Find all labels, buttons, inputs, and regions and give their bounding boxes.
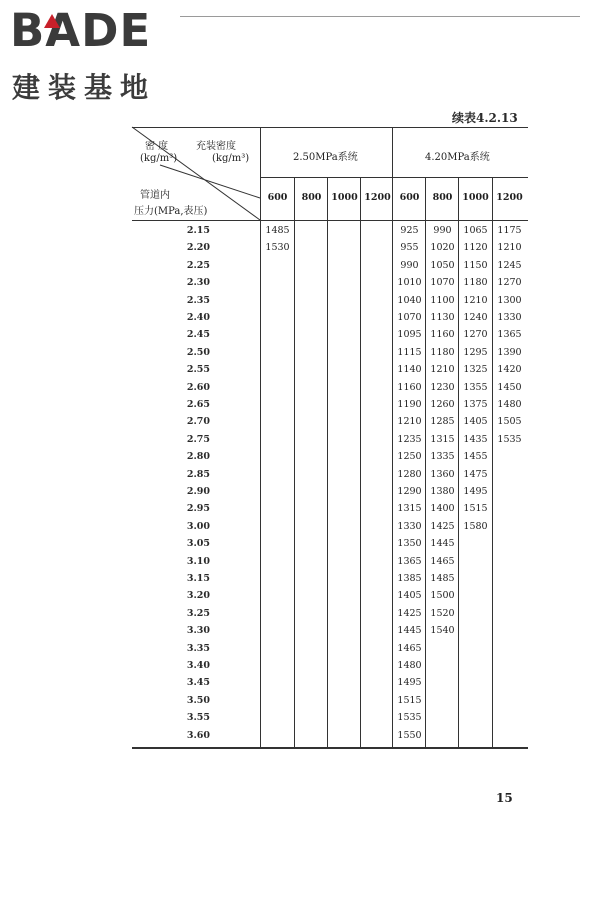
- table-cell: 1425: [397, 607, 422, 619]
- fill-density-unit: (kg/m³): [212, 153, 250, 164]
- table-cell: 1425: [430, 520, 455, 532]
- pressure-label-line2: 压力(MPa,表压): [134, 206, 208, 217]
- pressure-value: 2.50: [186, 346, 210, 358]
- pressure-value: 2.45: [186, 329, 210, 341]
- table-cell: 1180: [430, 346, 455, 358]
- table-cell: 990: [433, 225, 452, 236]
- logo-subtitle: 建装基地: [12, 71, 157, 104]
- pressure-value: 2.75: [186, 433, 210, 445]
- pressure-value: 2.35: [186, 294, 210, 306]
- pressure-value: 2.85: [186, 468, 210, 480]
- table-cell: 1455: [463, 451, 488, 463]
- table-cell: 1120: [463, 242, 488, 254]
- table-cell: 1330: [397, 520, 422, 532]
- pressure-value: 3.45: [186, 677, 210, 689]
- table-cell: 955: [400, 242, 419, 254]
- table-cell: 1245: [497, 259, 522, 271]
- table-cell: 1420: [497, 364, 522, 376]
- table-cell: 1480: [397, 660, 422, 671]
- table-title: 续表4.2.13: [452, 111, 518, 125]
- table-cell: 1315: [397, 503, 422, 515]
- table-cell: 1250: [397, 451, 422, 463]
- table-cell: 1270: [497, 277, 522, 289]
- table-cell: 1365: [397, 555, 422, 567]
- table-cell: 1330: [497, 312, 522, 323]
- table-cell: 1485: [265, 225, 290, 236]
- table-cell: 1285: [430, 416, 455, 428]
- pressure-value: 3.35: [186, 642, 210, 654]
- table-cell: 1405: [397, 590, 422, 602]
- table-cell: 1235: [397, 433, 422, 445]
- page-number: 15: [496, 791, 513, 805]
- table-cell: 1500: [430, 590, 455, 602]
- table-cell: 1280: [397, 468, 422, 480]
- table-cell: 1300: [497, 294, 522, 306]
- table-cell: 1070: [430, 277, 455, 289]
- pressure-value: 2.20: [186, 242, 210, 254]
- pressure-value: 3.55: [186, 712, 210, 724]
- table-cell: 1390: [497, 346, 522, 358]
- table-cell: 1360: [430, 468, 455, 480]
- table-cell: 1180: [463, 277, 488, 289]
- table-cell: 1260: [430, 399, 455, 410]
- pressure-value: 2.40: [186, 312, 210, 323]
- pressure-value: 3.30: [186, 625, 210, 637]
- table-cell: 1445: [397, 625, 422, 637]
- table-cell: 1210: [397, 416, 422, 428]
- table-cell: 1095: [397, 329, 422, 341]
- pressure-value: 3.05: [186, 538, 210, 550]
- table-cell: 1375: [463, 399, 488, 410]
- table-cell: 1325: [463, 364, 488, 376]
- table-cell: 1100: [430, 294, 455, 306]
- sub-column-header: 1000: [331, 192, 358, 203]
- pressure-value: 2.30: [186, 277, 210, 289]
- sub-column-header: 1000: [462, 192, 489, 203]
- pressure-value: 2.25: [186, 259, 210, 271]
- table-cell: 1485: [430, 573, 455, 584]
- table-cell: 1150: [463, 259, 488, 271]
- table-cell: 1315: [430, 433, 455, 445]
- table-cell: 1550: [397, 729, 422, 741]
- table-cell: 1230: [430, 381, 455, 393]
- sub-column-header: 1200: [496, 192, 523, 203]
- table-cell: 1140: [397, 364, 422, 376]
- pressure-value: 2.65: [186, 399, 210, 410]
- table-cell: 1295: [463, 346, 488, 358]
- table-cell: 1380: [430, 486, 455, 497]
- table-cell: 1465: [397, 642, 422, 654]
- system2-header: 4.20MPa系统: [425, 152, 490, 163]
- table-cell: 1520: [430, 607, 455, 619]
- table-cell: 1465: [430, 555, 455, 567]
- table-cell: 1130: [430, 312, 455, 323]
- pressure-value: 3.50: [186, 694, 210, 706]
- table-cell: 1020: [430, 242, 455, 254]
- table-cell: 1480: [497, 399, 522, 410]
- table-cell: 1530: [265, 242, 290, 254]
- table-cell: 1210: [463, 294, 488, 306]
- table-cell: 1495: [397, 677, 422, 689]
- table-cell: 1115: [397, 346, 422, 358]
- sub-column-header: 800: [432, 192, 453, 203]
- sub-column-header: 600: [399, 192, 420, 203]
- sub-column-header: 600: [267, 192, 288, 203]
- table-cell: 1385: [397, 573, 422, 584]
- table-cell: 1350: [397, 538, 422, 550]
- sub-column-header: 800: [301, 192, 322, 203]
- table-cell: 1445: [430, 538, 455, 550]
- pressure-value: 2.15: [186, 225, 210, 236]
- table-cell: 1495: [463, 486, 488, 497]
- table-cell: 1210: [497, 242, 522, 254]
- table-cell: 1240: [463, 312, 488, 323]
- pressure-value: 3.10: [186, 555, 210, 567]
- pressure-value: 2.90: [186, 486, 210, 497]
- density-unit: (kg/m³): [140, 153, 178, 164]
- table-cell: 1505: [497, 416, 522, 428]
- pressure-value: 3.40: [186, 660, 210, 671]
- table-cell: 925: [400, 225, 419, 236]
- table-cell: 1580: [463, 520, 488, 532]
- table-cell: 1435: [463, 433, 488, 445]
- table-cell: 1335: [430, 451, 455, 463]
- table-cell: 1210: [430, 364, 455, 376]
- pressure-value: 2.55: [186, 364, 210, 376]
- table-cell: 1355: [463, 381, 488, 393]
- table-cell: 990: [400, 259, 419, 271]
- table-cell: 1515: [397, 694, 422, 706]
- table-cell: 1405: [463, 416, 488, 428]
- pressure-value: 2.80: [186, 451, 210, 463]
- table-cell: 1175: [497, 225, 522, 236]
- table-cell: 1450: [497, 381, 522, 393]
- table-cell: 1050: [430, 259, 455, 271]
- table-cell: 1365: [497, 329, 522, 341]
- table-cell: 1190: [397, 399, 422, 410]
- pressure-value: 2.95: [186, 503, 210, 515]
- table-cell: 1040: [397, 294, 422, 306]
- system1-header: 2.50MPa系统: [293, 152, 358, 163]
- pressure-value: 3.00: [186, 520, 210, 532]
- pressure-value: 3.60: [186, 729, 210, 741]
- table-cell: 1400: [430, 503, 455, 515]
- table-cell: 1290: [397, 486, 422, 497]
- table-cell: 1010: [397, 277, 422, 289]
- sub-column-header: 1200: [364, 192, 391, 203]
- logo-brand: BADE: [10, 4, 152, 57]
- fill-density-label: 充装密度: [196, 141, 236, 152]
- table-cell: 1160: [397, 381, 422, 393]
- table-cell: 1515: [463, 503, 488, 515]
- pressure-label-line1: 管道内: [140, 190, 170, 201]
- table-cell: 1535: [397, 712, 422, 724]
- table-cell: 1160: [430, 329, 455, 341]
- density-label: 密 度: [145, 141, 169, 152]
- table-cell: 1535: [497, 433, 522, 445]
- pressure-value: 3.15: [186, 573, 210, 584]
- pressure-value: 3.20: [186, 590, 210, 602]
- table-cell: 1475: [463, 468, 488, 480]
- pressure-value: 2.60: [186, 381, 210, 393]
- pressure-value: 3.25: [186, 607, 210, 619]
- table-cell: 1070: [397, 312, 422, 323]
- table-cell: 1540: [430, 625, 455, 637]
- table-cell: 1065: [463, 225, 488, 236]
- pressure-value: 2.70: [186, 416, 210, 428]
- table-cell: 1270: [463, 329, 488, 341]
